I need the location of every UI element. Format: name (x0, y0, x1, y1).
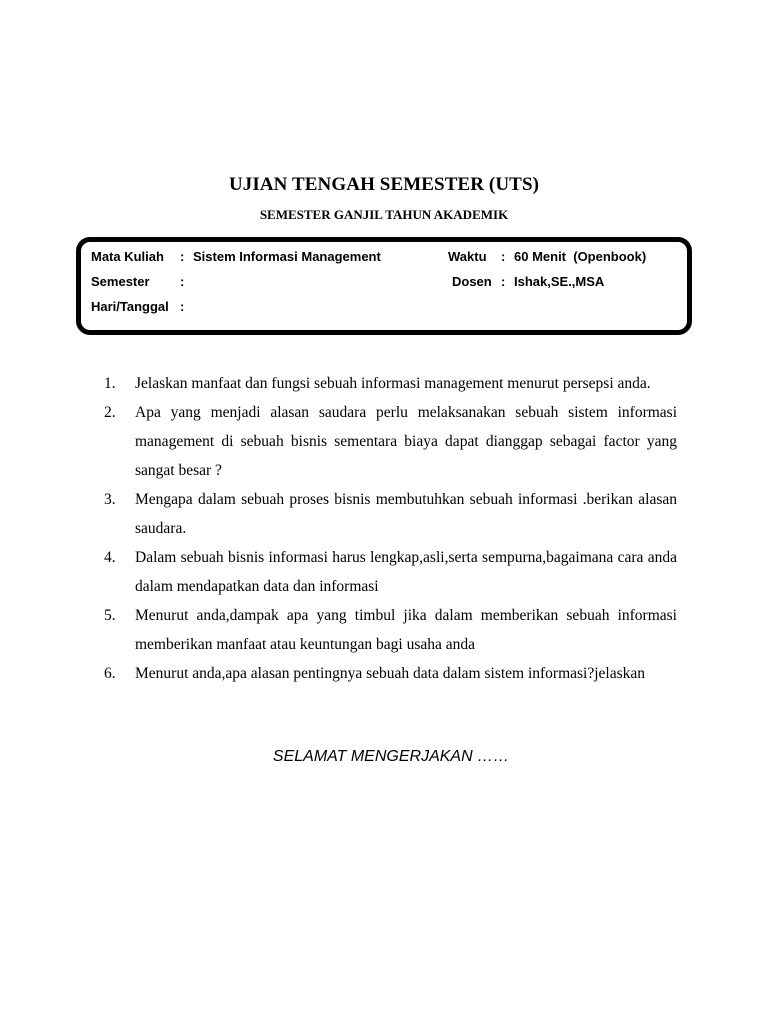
waktu-value: 60 Menit (Openbook) (514, 249, 647, 264)
question-item (104, 543, 677, 601)
question-text: Menurut anda,dampak apa yang timbul jika dalam memberikan sebuah informasi memberikan manfaat atau keuntungan bagi usaha anda (135, 607, 677, 653)
mata-kuliah-label: Mata Kuliah (91, 249, 164, 264)
question-text: Dalam sebuah bisnis informasi harus lengkap,asli,serta sempurna,bagaimana cara anda dalam mendapatkan data dan informasi (135, 549, 677, 595)
question-item (104, 369, 677, 398)
semester-separator: : (180, 274, 185, 289)
question-item (104, 601, 677, 659)
question-item (104, 398, 677, 485)
dosen-label: Dosen (452, 274, 492, 289)
mata-kuliah-separator: : (180, 249, 185, 264)
question-item (104, 485, 677, 543)
question-text: Apa yang menjadi alasan saudara perlu melaksanakan sebuah sistem informasi management di sebuah bisnis sementara biaya dapat dianggap sebagai factor yang sangat besar ? (135, 404, 677, 479)
question-text: Menurut anda,apa alasan pentingnya sebuah data dalam sistem informasi?jelaskan (135, 665, 646, 682)
question-number: 2. (104, 404, 116, 421)
dosen-separator: : (501, 274, 506, 289)
closing-message: SELAMAT MENGERJAKAN …… (272, 748, 510, 765)
question-list (104, 369, 677, 688)
page-title: UJIAN TENGAH SEMESTER (UTS) (228, 174, 540, 195)
exam-info-box (76, 237, 692, 335)
page-subtitle: SEMESTER GANJIL TAHUN AKADEMIK (259, 207, 509, 222)
question-number: 5. (104, 607, 116, 624)
waktu-separator: : (501, 249, 506, 264)
question-number: 1. (104, 375, 116, 392)
question-text: Mengapa dalam sebuah proses bisnis membutuhkan sebuah informasi .berikan alasan saudara. (135, 491, 677, 537)
mata-kuliah-value: Sistem Informasi Management (193, 249, 381, 264)
question-number: 6. (104, 665, 116, 682)
question-number: 3. (104, 491, 116, 508)
question-text: Jelaskan manfaat dan fungsi sebuah informasi management menurut persepsi anda. (135, 375, 651, 392)
waktu-label: Waktu (448, 249, 487, 264)
hari-tanggal-separator: : (180, 299, 185, 314)
hari-tanggal-label: Hari/Tanggal (91, 299, 169, 314)
question-item (104, 659, 677, 688)
question-number: 4. (104, 549, 116, 566)
dosen-value: Ishak,SE.,MSA (514, 274, 605, 289)
semester-label: Semester (91, 274, 150, 289)
